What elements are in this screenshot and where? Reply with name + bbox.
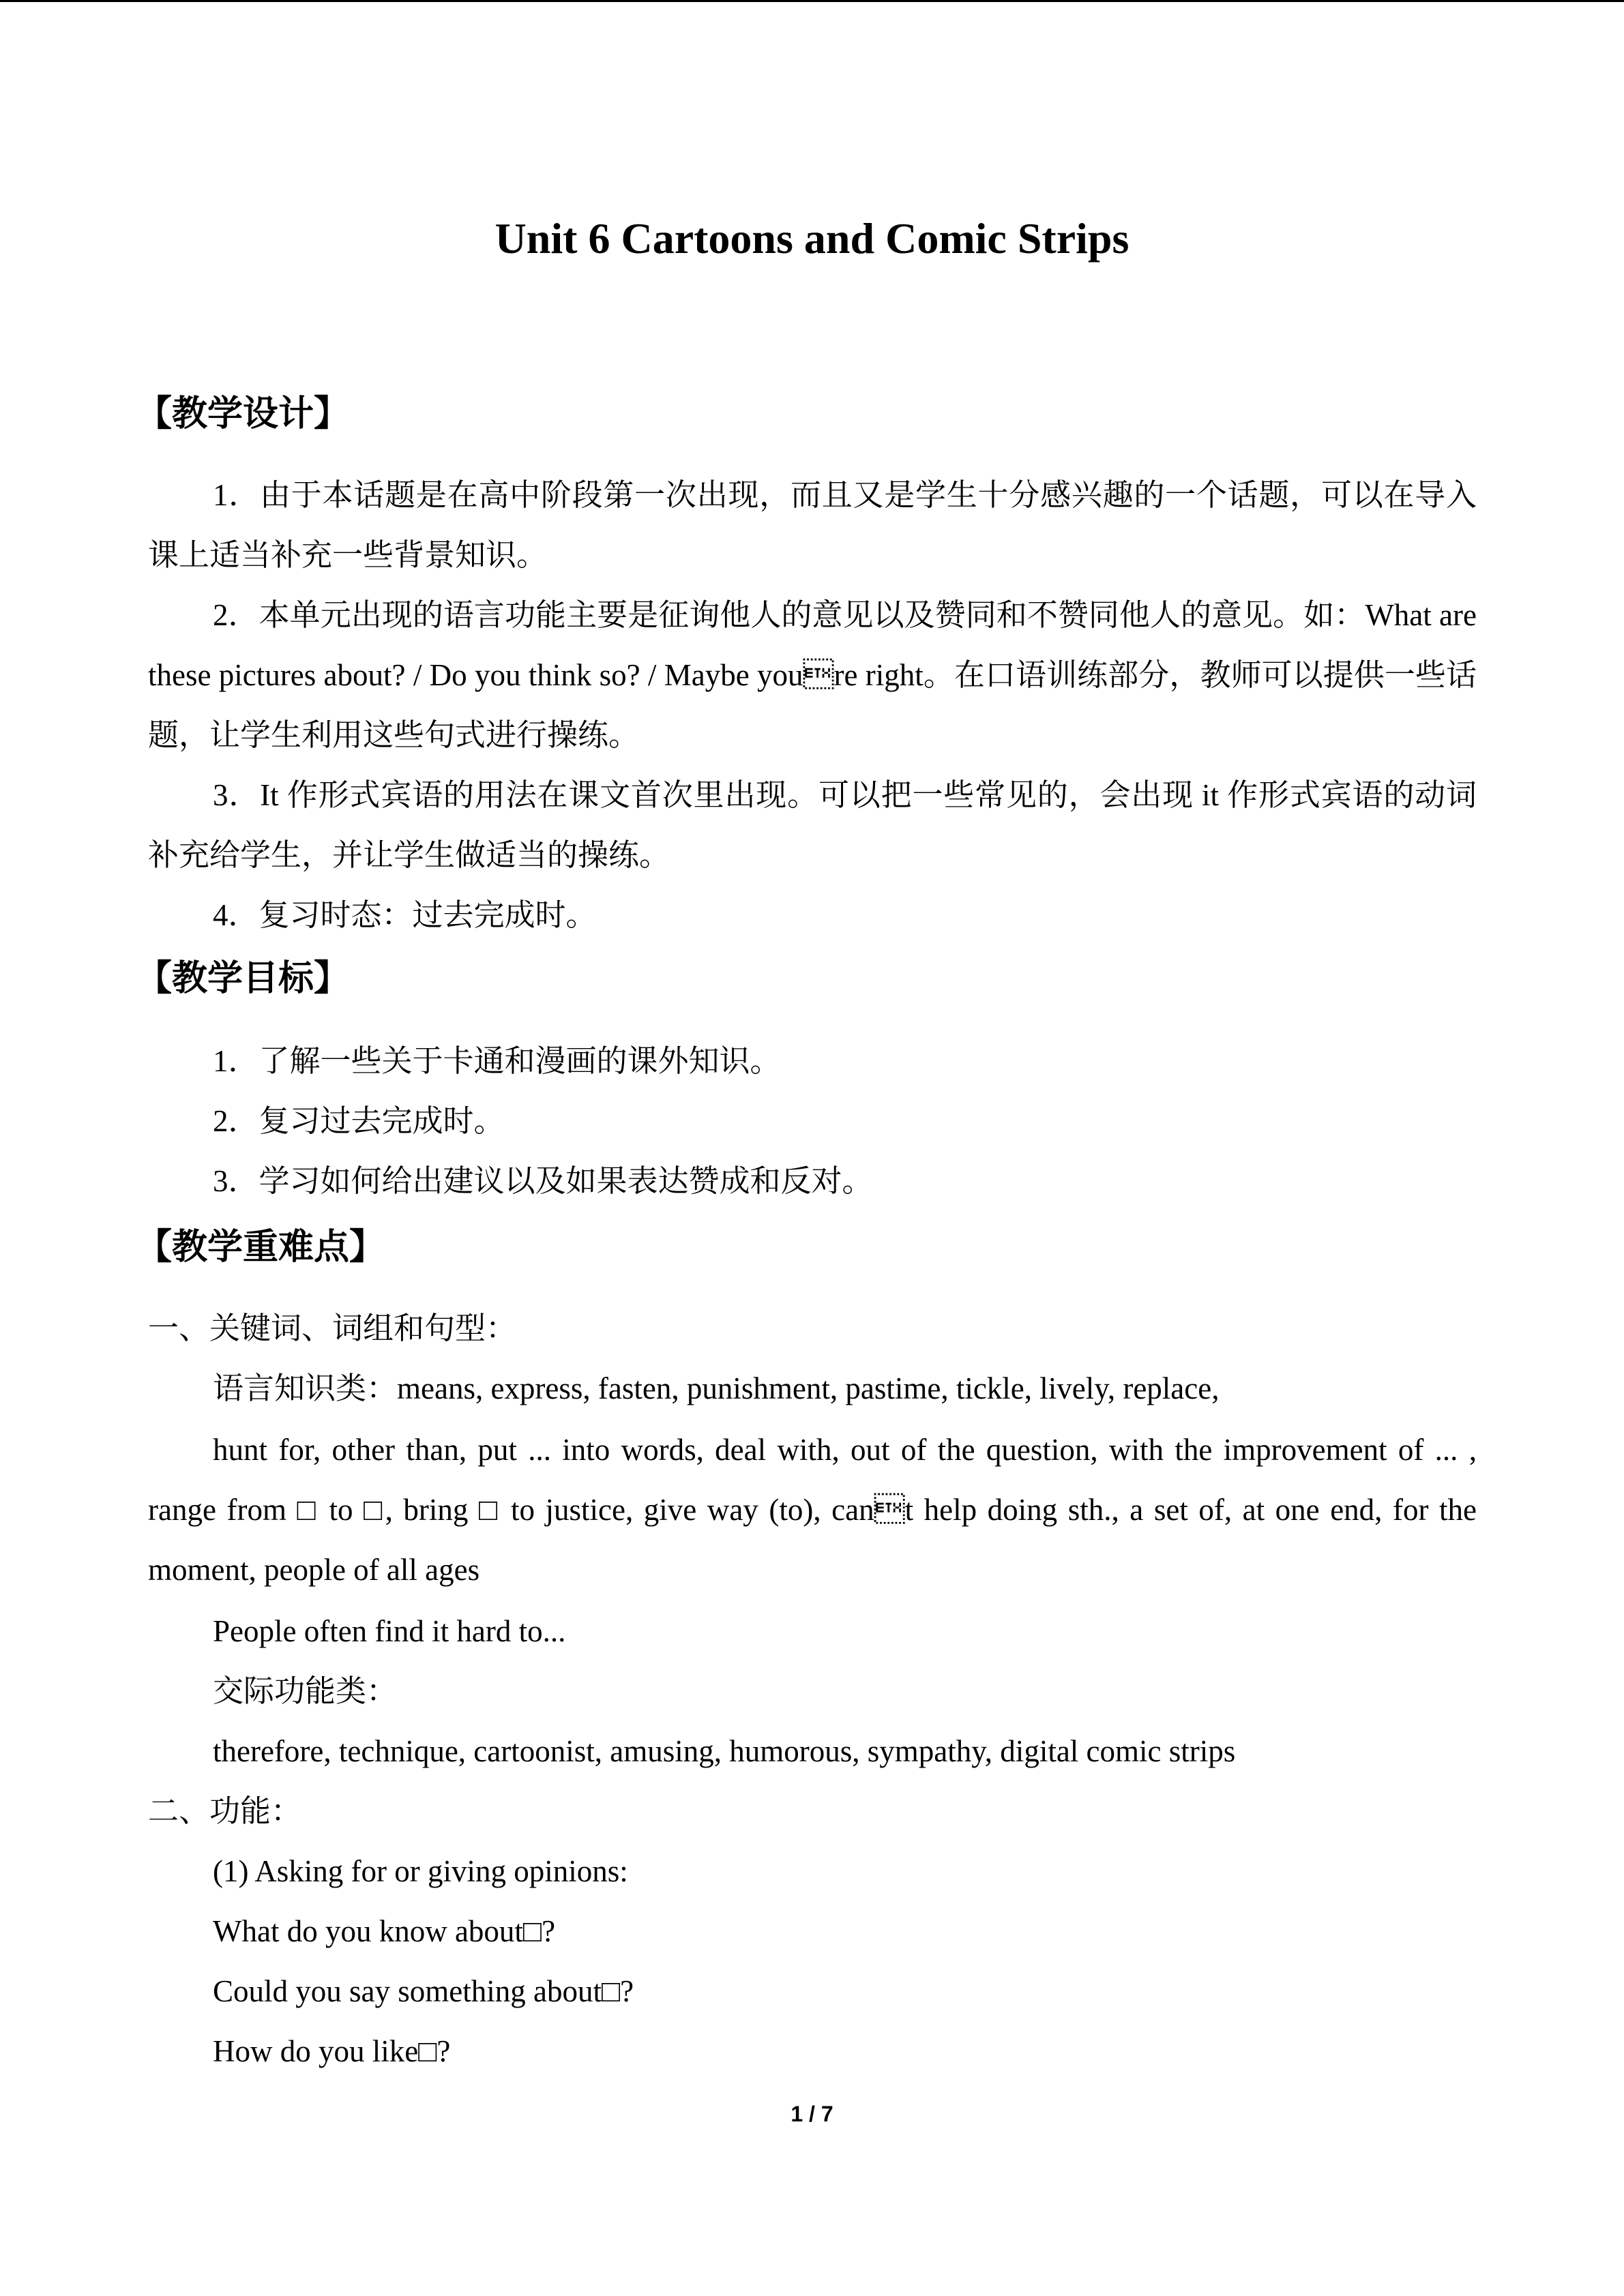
design-paragraph-2: 2．本单元出现的语言功能主要是征询他人的意见以及赞同和不赞同他人的意见。如：What are these pictures about? / Do you think so? / Maybe youre right。在口语训练部分，教师可以提供一些话题，让学生利用这些句式进行操练。 xyxy=(148,598,1477,752)
function-item-1: (1) Asking for or giving opinions: xyxy=(213,1854,628,1888)
design-paragraph-4: 4．复习时态：过去完成时。 xyxy=(213,898,597,932)
phrase-list: hunt for, other than, put ... into words, deal with, out of the question, with the improvement of ... , range from □ to □, bring □ to justice, give way (to), cant help doing sth., a set of, at one end, for the moment, people of all ages xyxy=(148,1433,1477,1587)
goal-item-2: 2．复习过去完成时。 xyxy=(213,1104,505,1138)
page-title: Unit 6 Cartoons and Comic Strips xyxy=(494,214,1130,263)
goal-item-3: 3．学习如何给出建议以及如果表达赞成和反对。 xyxy=(213,1164,873,1198)
design-paragraph-1: 1．由于本话题是在高中阶段第一次出现，而且又是学生十分感兴趣的一个话题，可以在导入课上适当补充一些背景知识。 xyxy=(148,478,1477,572)
language-knowledge-line: 语言知识类：means, express, fasten, punishment, pastime, tickle, lively, replace, xyxy=(213,1371,1220,1405)
communication-label: 交际功能类： xyxy=(213,1674,398,1708)
heading-key-points: 【教学重难点】 xyxy=(136,1227,385,1268)
question-1: What do you know about□? xyxy=(213,1914,556,1948)
keywords-section-title: 一、关键词、词组和句型： xyxy=(148,1311,517,1345)
sentence-pattern: People often find it hard to... xyxy=(213,1614,566,1648)
heading-teaching-goals: 【教学目标】 xyxy=(136,958,350,999)
communication-words: therefore, technique, cartoonist, amusing, humorous, sympathy, digital comic strips xyxy=(213,1734,1236,1768)
heading-teaching-design: 【教学设计】 xyxy=(136,393,350,434)
page-number: 1 / 7 xyxy=(791,2102,833,2126)
question-3: How do you like□? xyxy=(213,2034,451,2068)
design-paragraph-3: 3．It 作形式宾语的用法在课文首次里出现。可以把一些常见的，会出现 it 作形式宾语的动词补充给学生，并让学生做适当的操练。 xyxy=(148,778,1477,872)
question-2: Could you say something about□? xyxy=(213,1974,634,2008)
goal-item-1: 1．了解一些关于卡通和漫画的课外知识。 xyxy=(213,1044,781,1078)
function-section-title: 二、功能： xyxy=(148,1794,302,1828)
top-border-rule xyxy=(0,0,1624,2)
